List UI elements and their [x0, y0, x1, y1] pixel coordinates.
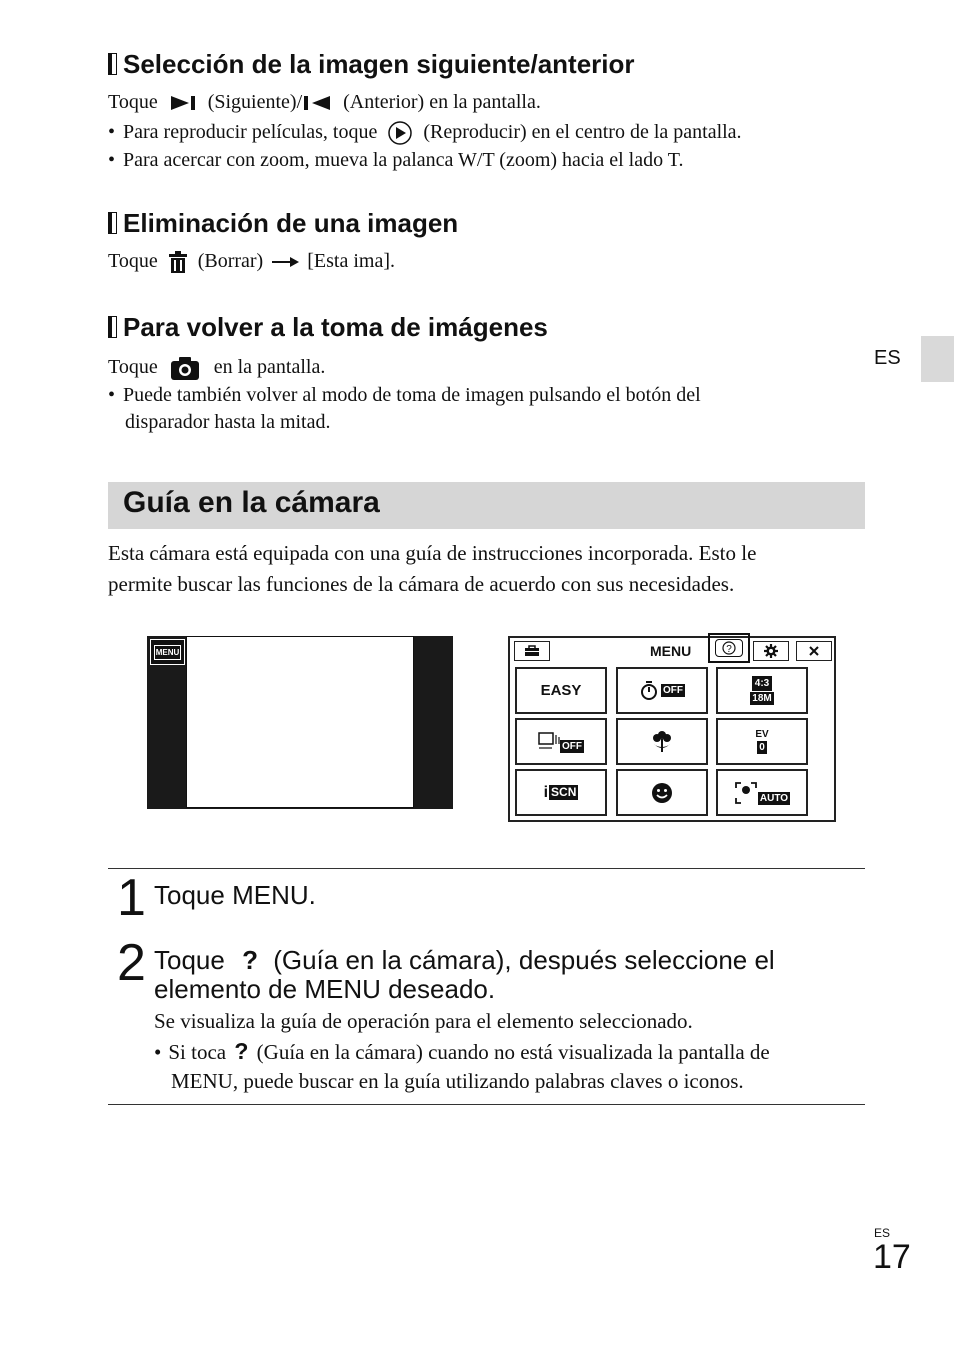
delete-instruction: Toque (Borrar) [Esta ima].: [108, 248, 395, 274]
steps-top-rule: [108, 868, 865, 869]
next-icon: [167, 94, 199, 112]
return-instruction: Toque en la pantalla.: [108, 354, 325, 381]
side-language-label: ES: [874, 347, 901, 369]
menu-cell-image-size[interactable]: [716, 667, 808, 714]
play-icon: [386, 120, 414, 146]
toolbox-icon: [524, 645, 540, 657]
section-marker: [108, 212, 117, 234]
arrow-right-icon: [270, 256, 300, 268]
menu-cell-smile[interactable]: [616, 769, 708, 816]
page-language: ES: [874, 1226, 891, 1240]
section-title-next-prev: Selección de la imagen siguiente/anterior: [108, 49, 635, 80]
step-2-note: Se visualiza la guía de operación para el elemento seleccionado.: [154, 1009, 693, 1033]
ev-value-tag: 0: [759, 742, 765, 753]
side-tab-marker: [921, 336, 954, 382]
burst-off-tag: OFF: [562, 741, 582, 752]
menu-cell-burst[interactable]: [515, 718, 607, 765]
camera-guide-button[interactable]: [708, 633, 750, 663]
settings-button[interactable]: [753, 641, 789, 661]
aspect-ratio-tag: 4:3: [752, 676, 772, 691]
step-1-text: Toque MENU.: [154, 880, 316, 910]
intelligent-i-icon: i: [543, 783, 549, 801]
step-2-line-1: Toque ? (Guía en la cámara), después seleccione el: [154, 945, 775, 975]
previous-icon: [302, 94, 334, 112]
menu-cell-macro[interactable]: [616, 718, 708, 765]
step-2-bullet-cont: MENU, puede buscar en la guía utilizando palabras claves o iconos.: [171, 1069, 744, 1093]
svg-text:?: ?: [726, 644, 732, 655]
step-2-bullet: • Si toca ? (Guía en la cámara) cuando no está visualizada la pantalla de: [154, 1038, 770, 1064]
menu-cell-scene[interactable]: [515, 769, 607, 816]
auto-tag: AUTO: [759, 793, 789, 804]
burst-icon: [538, 732, 560, 752]
face-detection-icon: [734, 781, 758, 805]
macro-flower-icon: [650, 730, 674, 754]
self-timer-off-tag: OFF: [663, 685, 683, 696]
question-mark-icon: ?: [242, 945, 258, 975]
menu-title: MENU: [650, 643, 692, 659]
scene-tag: SCN: [551, 785, 577, 799]
image-size-tag: 18M: [752, 693, 772, 704]
section-title-delete: Eliminación de una imagen: [108, 208, 458, 239]
guide-section-title: Guía en la cámara: [123, 486, 380, 519]
steps-bottom-rule: [108, 1104, 865, 1105]
menu-cell-ev[interactable]: [716, 718, 808, 765]
camera-screen-menu: [508, 636, 836, 822]
section-marker: [108, 316, 117, 338]
step-1-number: 1: [117, 869, 146, 927]
easy-label: EASY: [540, 682, 582, 699]
bullet-play-movies: • Para reproducir películas, toque (Reproducir) en el centro de la pantalla.: [108, 119, 742, 146]
question-mark-icon: ?: [234, 1038, 249, 1064]
camera-screen-playback: [147, 636, 453, 809]
step-2-number: 2: [117, 934, 146, 992]
next-prev-instruction: Toque (Siguiente)/ (Anterior) en la pantalla.: [108, 91, 541, 113]
close-icon: [808, 645, 820, 657]
bullet-zoom: • Para acercar con zoom, mueva la palanca W/T (zoom) hacia el lado T.: [108, 149, 684, 171]
guide-intro: Esta cámara está equipada con una guía de instrucciones incorporada. Esto le permite buscar las funciones de la cámara de acuerdo con sus necesidades.: [108, 541, 757, 596]
section-title-return-shooting: Para volver a la toma de imágenes: [108, 312, 548, 343]
bullet-shutter-cont: disparador hasta la mitad.: [125, 411, 331, 433]
menu-cell-self-timer[interactable]: [616, 667, 708, 714]
trash-icon: [167, 250, 189, 274]
close-button[interactable]: [796, 641, 832, 661]
smile-icon: [651, 782, 673, 804]
ev-label: EV: [755, 729, 769, 740]
step-2-line-2: elemento de MENU deseado.: [154, 974, 496, 1004]
page-number: 17: [873, 1238, 911, 1276]
menu-cell-face-detect[interactable]: [716, 769, 808, 816]
menu-cell-easy[interactable]: [515, 667, 607, 714]
menu-button[interactable]: [150, 639, 185, 665]
gear-icon: [764, 644, 778, 658]
self-timer-icon: [639, 680, 661, 702]
bullet-shutter: • Puede también volver al modo de toma de imagen pulsando el botón del: [108, 384, 701, 406]
screen-image-area: [186, 636, 414, 808]
section-marker: [108, 53, 117, 75]
camera-icon: [169, 355, 201, 381]
question-circle-icon: [722, 641, 736, 655]
menu-button-label: MENU: [154, 645, 182, 660]
toolbox-button[interactable]: [514, 641, 550, 661]
